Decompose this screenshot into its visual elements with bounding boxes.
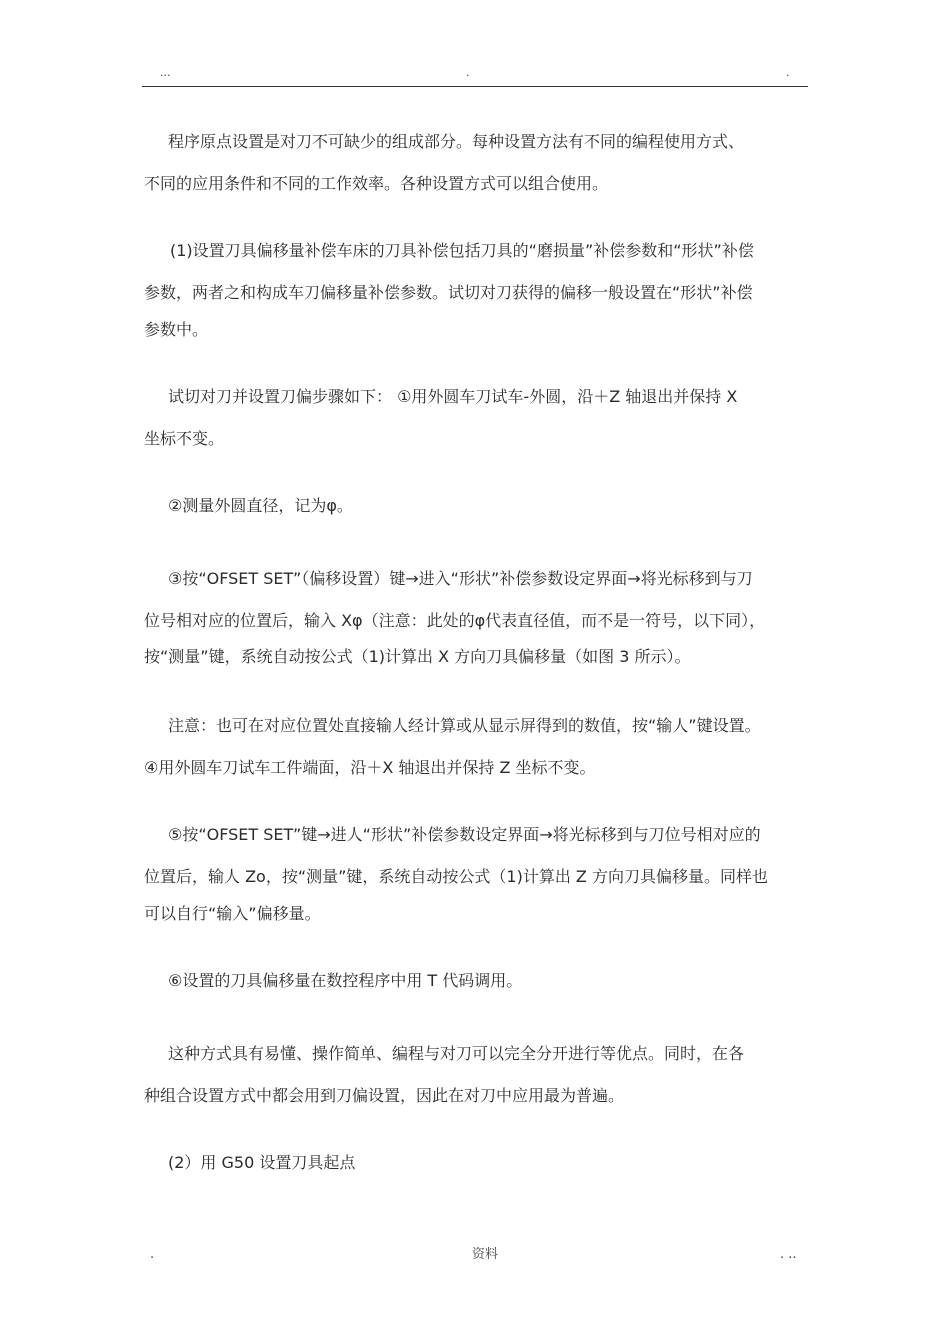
para1-line1: 程序原点设置是对刀不可缺少的组成部分。每种设置方法有不同的编程使用方式、 — [168, 132, 745, 151]
para7-line1: ⑤按“OFSET SET”键→进人“形状”补偿参数设定界面→将光标移到与刀位号相对应的 — [168, 825, 761, 844]
footer-left-mark: . — [150, 1247, 155, 1262]
para5-line1: ③按“OFSET SET”（偏移设置）键→进入“形状”补偿参数设定界面→将光标移到与刀 — [168, 569, 753, 588]
para7-line2: 位置后，输人 Zo，按“测量”键，系统自动按公式（1)计算出 Z 方向刀具偏移量。同样也 — [144, 867, 768, 886]
para7-line3: 可以自行“输入”偏移量。 — [144, 904, 321, 923]
para5-line3: 按“测量”键，系统自动按公式（1)计算出 X 方向刀具偏移量（如图 3 所示）。 — [144, 647, 691, 666]
para9-line2: 种组合设置方式中都会用到刀偏设置，因此在对刀中应用最为普遍。 — [144, 1086, 625, 1105]
para10-line1: (2）用 G50 设置刀具起点 — [168, 1153, 356, 1172]
para6-line2: ④用外圆车刀试车工件端面，沿＋X 轴退出并保持 Z 坐标不变。 — [144, 758, 596, 777]
para2-line2: 参数，两者之和构成车刀偏移量补偿参数。试切对刀获得的偏移一般设置在“形状”补偿 — [144, 283, 753, 302]
para3-line1: 试切对刀并设置刀偏步骤如下： ①用外圆车刀试车-外圆，沿＋Z 轴退出并保持 X — [168, 387, 738, 406]
para9-line1: 这种方式具有易懂、操作简单、编程与对刀可以完全分开进行等优点。同时，在各 — [168, 1044, 745, 1063]
para2-line1: (1)设置刀具偏移量补偿车床的刀具补偿包括刀具的“磨损量”补偿参数和“形状”补偿 — [170, 241, 754, 260]
header-center-mark: . — [466, 66, 470, 79]
header-right-mark: . — [786, 66, 790, 79]
footer-right-mark: . .. — [780, 1247, 797, 1262]
header-left-mark: ... — [160, 66, 171, 79]
para3-line2: 坐标不变。 — [144, 429, 225, 448]
footer-center-text: 资料 — [472, 1247, 499, 1262]
para6-line1: 注意：也可在对应位置处直接输人经计算或从显示屏得到的数值，按“输人”键设置。 — [168, 716, 761, 735]
para5-line2: 位号相对应的位置后，输入 Xφ（注意：此处的φ代表直径值，而不是一符号，以下同）， — [144, 611, 766, 630]
header-rule — [142, 86, 808, 87]
para8-line1: ⑥设置的刀具偏移量在数控程序中用 T 代码调用。 — [168, 971, 523, 990]
para1-line2: 不同的应用条件和不同的工作效率。各种设置方式可以组合使用。 — [144, 174, 609, 193]
para4-line1: ②测量外圆直径，记为φ。 — [168, 496, 353, 515]
para2-line3: 参数中。 — [144, 320, 209, 339]
